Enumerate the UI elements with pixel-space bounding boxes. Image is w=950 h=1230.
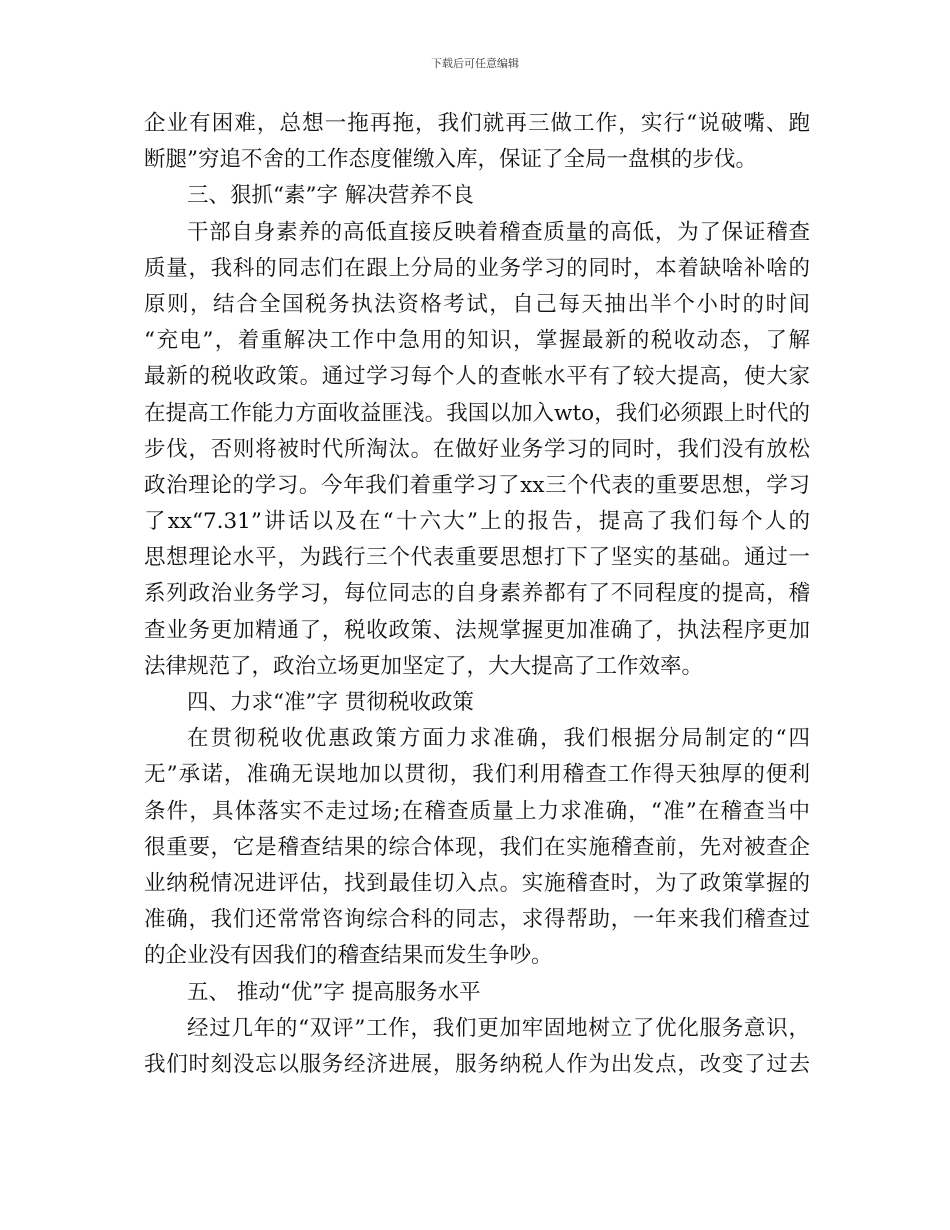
paragraph: [144, 721, 810, 974]
heading-line: 三、狠抓“素”字 解决营养不良: [187, 183, 474, 209]
document-body: [144, 106, 810, 1083]
paragraph: [144, 106, 810, 178]
section-heading: [144, 685, 810, 721]
paragraph: [144, 215, 810, 685]
text-line: 最新的税收政策。通过学习每个人的查帐水平有了较大提高，使大家: [144, 364, 810, 390]
text-line: 步伐，否则将被时代所淘汰。在做好业务学习的同时，我们没有放松: [144, 436, 810, 462]
heading-line: 五、 推动“优”字 提高服务水平: [187, 979, 481, 1005]
text-line: 我们时刻没忘以服务经济进展，服务纳税人作为出发点，改变了过去: [144, 1051, 810, 1077]
heading-line: 四、力求“准”字 贯彻税收政策: [187, 690, 474, 715]
text-line: 在提高工作能力方面收益匪浅。我国以加入wto，我们必须跟上时代的: [144, 400, 810, 426]
text-line: 干部自身素养的高低直接反映着稽查质量的高低，为了保证稽查: [187, 219, 810, 245]
paragraph: [144, 1011, 810, 1083]
text-line: 无”承诺，准确无误地加以贯彻，我们利用稽查工作得天独厚的便利: [144, 762, 810, 788]
text-line: 系列政治业务学习，每位同志的自身素养都有了不同程度的提高，稽: [144, 581, 810, 607]
text-line: 在贯彻税收优惠政策方面力求准确，我们根据分局制定的“四: [187, 726, 810, 752]
text-line: 原则，结合全国税务执法资格考试，自己每天抽出半个小时的时间: [144, 291, 810, 317]
text-line: 断腿”穷追不舍的工作态度催缴入库，保证了全局一盘棋的步伐。: [144, 147, 757, 173]
text-line: 法律规范了，政治立场更加坚定了，大大提高了工作效率。: [144, 653, 704, 679]
text-line: 了xx“7.31”讲话以及在“十六大”上的报告，提高了我们每个人的: [144, 509, 810, 535]
page-header: 下载后可任意编辑: [431, 57, 519, 70]
text-line: 政治理论的学习。今年我们着重学习了xx三个代表的重要思想，学习: [144, 472, 810, 498]
text-line: 企业有困难，总想一拖再拖，我们就再三做工作，实行“说破嘴、跑: [144, 111, 810, 136]
section-heading: [144, 975, 810, 1011]
text-line: 条件，具体落实不走过场;在稽查质量上力求准确，“准”在稽查当中: [144, 798, 810, 824]
text-line: 思想理论水平，为践行三个代表重要思想打下了坚实的基础。通过一: [144, 545, 810, 571]
section-heading: [144, 178, 810, 214]
text-line: 准确，我们还常常咨询综合科的同志，求得帮助，一年来我们稽查过: [144, 907, 810, 933]
text-line: “充电”，着重解决工作中急用的知识，掌握最新的税收动态，了解: [144, 328, 810, 354]
text-line: 业纳税情况进评估，找到最佳切入点。实施稽查时，为了政策掌握的: [144, 870, 810, 896]
text-line: 很重要，它是稽查结果的综合体现，我们在实施稽查前，先对被查企: [144, 834, 810, 860]
text-line: 查业务更加精通了，税收政策、法规掌握更加准确了，执法程序更加: [144, 617, 810, 643]
text-line: 的企业没有因我们的稽查结果而发生争吵。: [144, 943, 553, 969]
text-line: 经过几年的“双评”工作，我们更加牢固地树立了优化服务意识，: [187, 1015, 810, 1041]
text-line: 质量，我科的同志们在跟上分局的业务学习的同时，本着缺啥补啥的: [144, 255, 810, 281]
